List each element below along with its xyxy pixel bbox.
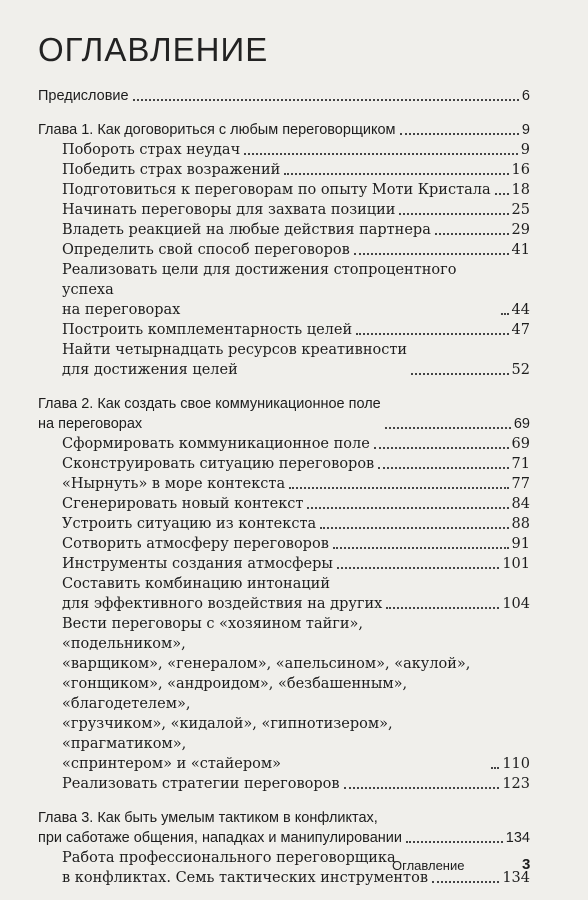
dot-leader (307, 507, 508, 509)
section-gap (38, 380, 530, 394)
toc-entry-title: Устроить ситуацию из контекста (62, 516, 317, 532)
toc-entry (62, 260, 530, 320)
dot-leader (244, 153, 518, 155)
toc-entry-title: Глава 3. Как быть умелым тактиком в конфликтах, при саботаже общения, нападках и манипулировании (38, 810, 402, 846)
toc-entry-title: Глава 2. Как создать свое коммуникационное поле на переговорах (38, 396, 381, 432)
toc-entry-title: Сгенерировать новый контекст (62, 496, 304, 512)
toc-entry-title: Предисловие (38, 88, 129, 104)
toc-entry-page: 16 (511, 162, 530, 178)
dot-leader (374, 447, 509, 449)
toc-entry (62, 774, 530, 794)
toc-entry-title: Владеть реакцией на любые действия партнера (62, 222, 431, 238)
toc-entry-page: 134 (505, 830, 530, 846)
toc-entry-title: Работа профессионального переговорщика в конфликтах. Семь тактических инструментов (62, 850, 428, 886)
toc-entry (38, 808, 530, 848)
toc-entry (62, 434, 530, 454)
toc-entry (62, 574, 530, 614)
dot-leader (354, 253, 509, 255)
toc-entry (62, 160, 530, 180)
toc-entry (38, 86, 530, 106)
dot-leader (337, 567, 499, 569)
toc-entry-title: Вести переговоры с «хозяином тайги», «подельником», «варщиком», «генералом», «апельсином», «акулой», «гонщиком», «андроидом», «безбашенным», «благодетелем», «грузчиком», «кидалой», «гипнотизером», «прагматиком», «спринтером» и «стайером» (62, 616, 471, 772)
toc-entry-page: 41 (511, 242, 530, 258)
toc-entry-page: 6 (521, 88, 530, 104)
toc-entry-title: Сконструировать ситуацию переговоров (62, 456, 375, 472)
dot-leader (491, 767, 499, 769)
toc-entry-page: 29 (511, 222, 530, 238)
dot-leader (356, 333, 508, 335)
dot-leader (400, 133, 519, 135)
toc-entry (62, 140, 530, 160)
footer-page-number: 3 (522, 856, 531, 873)
footer-section: Оглавление (392, 858, 465, 873)
toc-entry-page: 44 (511, 302, 530, 318)
toc-entry (62, 320, 530, 340)
toc-entry-page: 52 (511, 362, 530, 378)
toc-entry-title: Инструменты создания атмосферы (62, 556, 333, 572)
dot-leader (333, 547, 509, 549)
toc-entry-page: 110 (502, 756, 530, 772)
toc-entry-title: Начинать переговоры для захвата позиции (62, 202, 396, 218)
toc-entry (62, 494, 530, 514)
toc-entry (62, 554, 530, 574)
toc-entry-title: «Нырнуть» в море контекста (62, 476, 286, 492)
section-gap (38, 794, 530, 808)
toc-entry (62, 200, 530, 220)
toc-entry (62, 614, 530, 774)
dot-leader (133, 99, 519, 101)
toc-entry (38, 394, 530, 434)
dot-leader (289, 487, 508, 489)
toc-entry-page: 71 (511, 456, 530, 472)
toc-entry-title: Составить комбинацию интонаций для эффективного воздействия на других (62, 576, 383, 612)
page-title: ОГЛАВЛЕНИЕ (38, 31, 269, 68)
dot-leader (386, 607, 499, 609)
toc-entry (62, 220, 530, 240)
dot-leader (432, 881, 499, 883)
toc-list (38, 86, 530, 888)
dot-leader (284, 173, 508, 175)
toc-entry-title: Подготовиться к переговорам по опыту Моти Кристала (62, 182, 491, 198)
toc-entry-page: 123 (502, 776, 530, 792)
toc-entry-title: Построить комплементарность целей (62, 322, 353, 338)
toc-entry-page: 84 (511, 496, 530, 512)
dot-leader (495, 193, 509, 195)
toc-entry-page: 91 (511, 536, 530, 552)
toc-entry-title: Определить свой способ переговоров (62, 242, 350, 258)
dot-leader (501, 313, 509, 315)
toc-entry (62, 180, 530, 200)
toc-entry-title: Сотворить атмосферу переговоров (62, 536, 329, 552)
toc-entry (62, 454, 530, 474)
toc-entry-title: Сформировать коммуникационное поле (62, 436, 370, 452)
toc-entry (62, 514, 530, 534)
dot-leader (435, 233, 509, 235)
toc-entry-title: Глава 1. Как договориться с любым переговорщиком (38, 122, 396, 138)
toc-entry-page: 9 (521, 122, 530, 138)
toc-entry (62, 240, 530, 260)
toc-entry-page: 47 (511, 322, 530, 338)
toc-entry-page: 88 (511, 516, 530, 532)
toc-entry (62, 534, 530, 554)
dot-leader (378, 467, 508, 469)
dot-leader (320, 527, 508, 529)
toc-entry-page: 69 (511, 436, 530, 452)
dot-leader (385, 427, 511, 429)
dot-leader (399, 213, 508, 215)
toc-entry-page: 101 (502, 556, 530, 572)
toc-entry-page: 104 (502, 596, 530, 612)
dot-leader (406, 841, 503, 843)
toc-entry-page: 25 (511, 202, 530, 218)
toc-entry-page: 9 (520, 142, 530, 158)
toc-entry (62, 474, 530, 494)
toc-entry-page: 134 (502, 870, 530, 886)
toc-entry-title: Победить страх возражений (62, 162, 281, 178)
toc-entry (38, 120, 530, 140)
toc-entry (62, 340, 530, 380)
toc-entry-page: 77 (511, 476, 530, 492)
toc-entry-title: Побороть страх неудач (62, 142, 241, 158)
toc-entry-title: Найти четырнадцать ресурсов креативности для достижения целей (62, 342, 408, 378)
toc-entry-page: 18 (511, 182, 530, 198)
toc-entry-title: Реализовать цели для достижения стопроцентного успеха на переговорах (62, 262, 457, 318)
section-gap (38, 106, 530, 120)
toc-entry-title: Реализовать стратегии переговоров (62, 776, 340, 792)
dot-leader (411, 373, 509, 375)
dot-leader (344, 787, 500, 789)
toc-entry-page: 69 (513, 416, 530, 432)
